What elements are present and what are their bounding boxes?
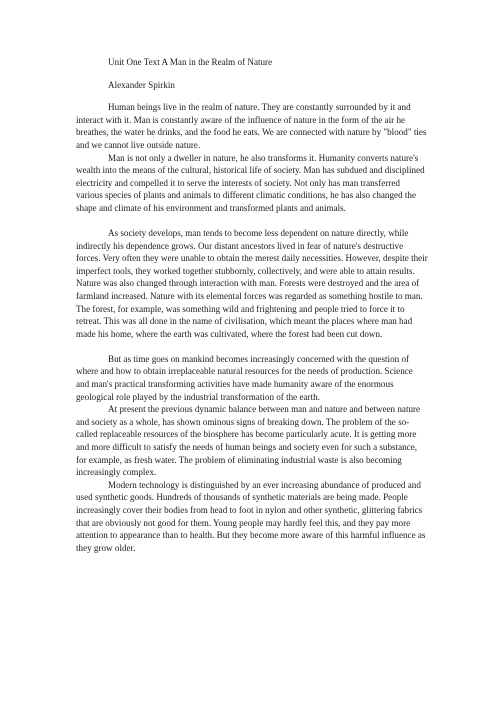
paragraph: Man is not only a dweller in nature, he also transforms it. Humanity converts nature's wealth into the means of the cultural, historical life of society. Man has subdued and disciplined electricity and compelled it to serve the interests of society. Not only has man transferred various species of plants and animals to different climatic conditions, he has also changed the shape and climate of his environment and transformed plants and animals. — [76, 152, 425, 213]
document-title: Unit One Text A Man in the Realm of Nature — [108, 57, 273, 67]
document-author: Alexander Spirkin — [108, 79, 175, 90]
paragraph: As society develops, man tends to become less dependent on nature directly, while indirectly his dependence grows. Our distant ancestors lived in fear of nature's destructive forces. Very often they were unable to obtain the merest daily necessities. However, despite their imperfect tools, they worked together stubbornly, collectively, and were able to attain results. Nature was also changed through interaction with man. Forests were destroyed and the area of farmland increased. Nature with its elemental forces was regarded as something hostile to man. The forest, for example, was something wild and frightening and people tried to force it to retreat. This was all done in the name of civilisation, which meant the places where man had made his home, where the earth was cultivated, where the forest had been cut down. — [76, 228, 428, 339]
paragraph: Modern technology is distinguished by an ever increasing abundance of produced and used synthetic goods. Hundreds of thousands of synthetic materials are being made. People increasingly cover their bodies from head to foot in nylon and other synthetic, glittering fabrics that are obviously not good for them. Young people may hardly feel this, and they pay more attention to appearance than to health. But they become more aware of this harmful influence as they grow older. — [76, 479, 426, 553]
paragraph: Human beings live in the realm of nature. They are constantly surrounded by it and interact with it. Man is constantly aware of the influence of nature in the form of the air he breathes, the water he drinks, and the food he eats. We are connected with nature by "blood" ties and we cannot live outside nature. — [76, 102, 427, 150]
paragraph: At present the previous dynamic balance between man and nature and between nature and society as a whole, has shown ominous signs of breaking down. The problem of the so-called replaceable resources of the biosphere has become particularly acute. It is getting more and more difficult to satisfy the needs of human beings and society even for such a substance, for example, as fresh water. The problem of eliminating industrial waste is also becoming increasingly complex. — [76, 404, 421, 478]
paragraph: But as time goes on mankind becomes increasingly concerned with the question of where and how to obtain irreplaceable natural resources for the needs of production. Science and man's practical transforming activities have made humanity aware of the enormous geological role played by the industrial transformation of the earth. — [76, 353, 413, 402]
document-text — [76, 56, 428, 554]
